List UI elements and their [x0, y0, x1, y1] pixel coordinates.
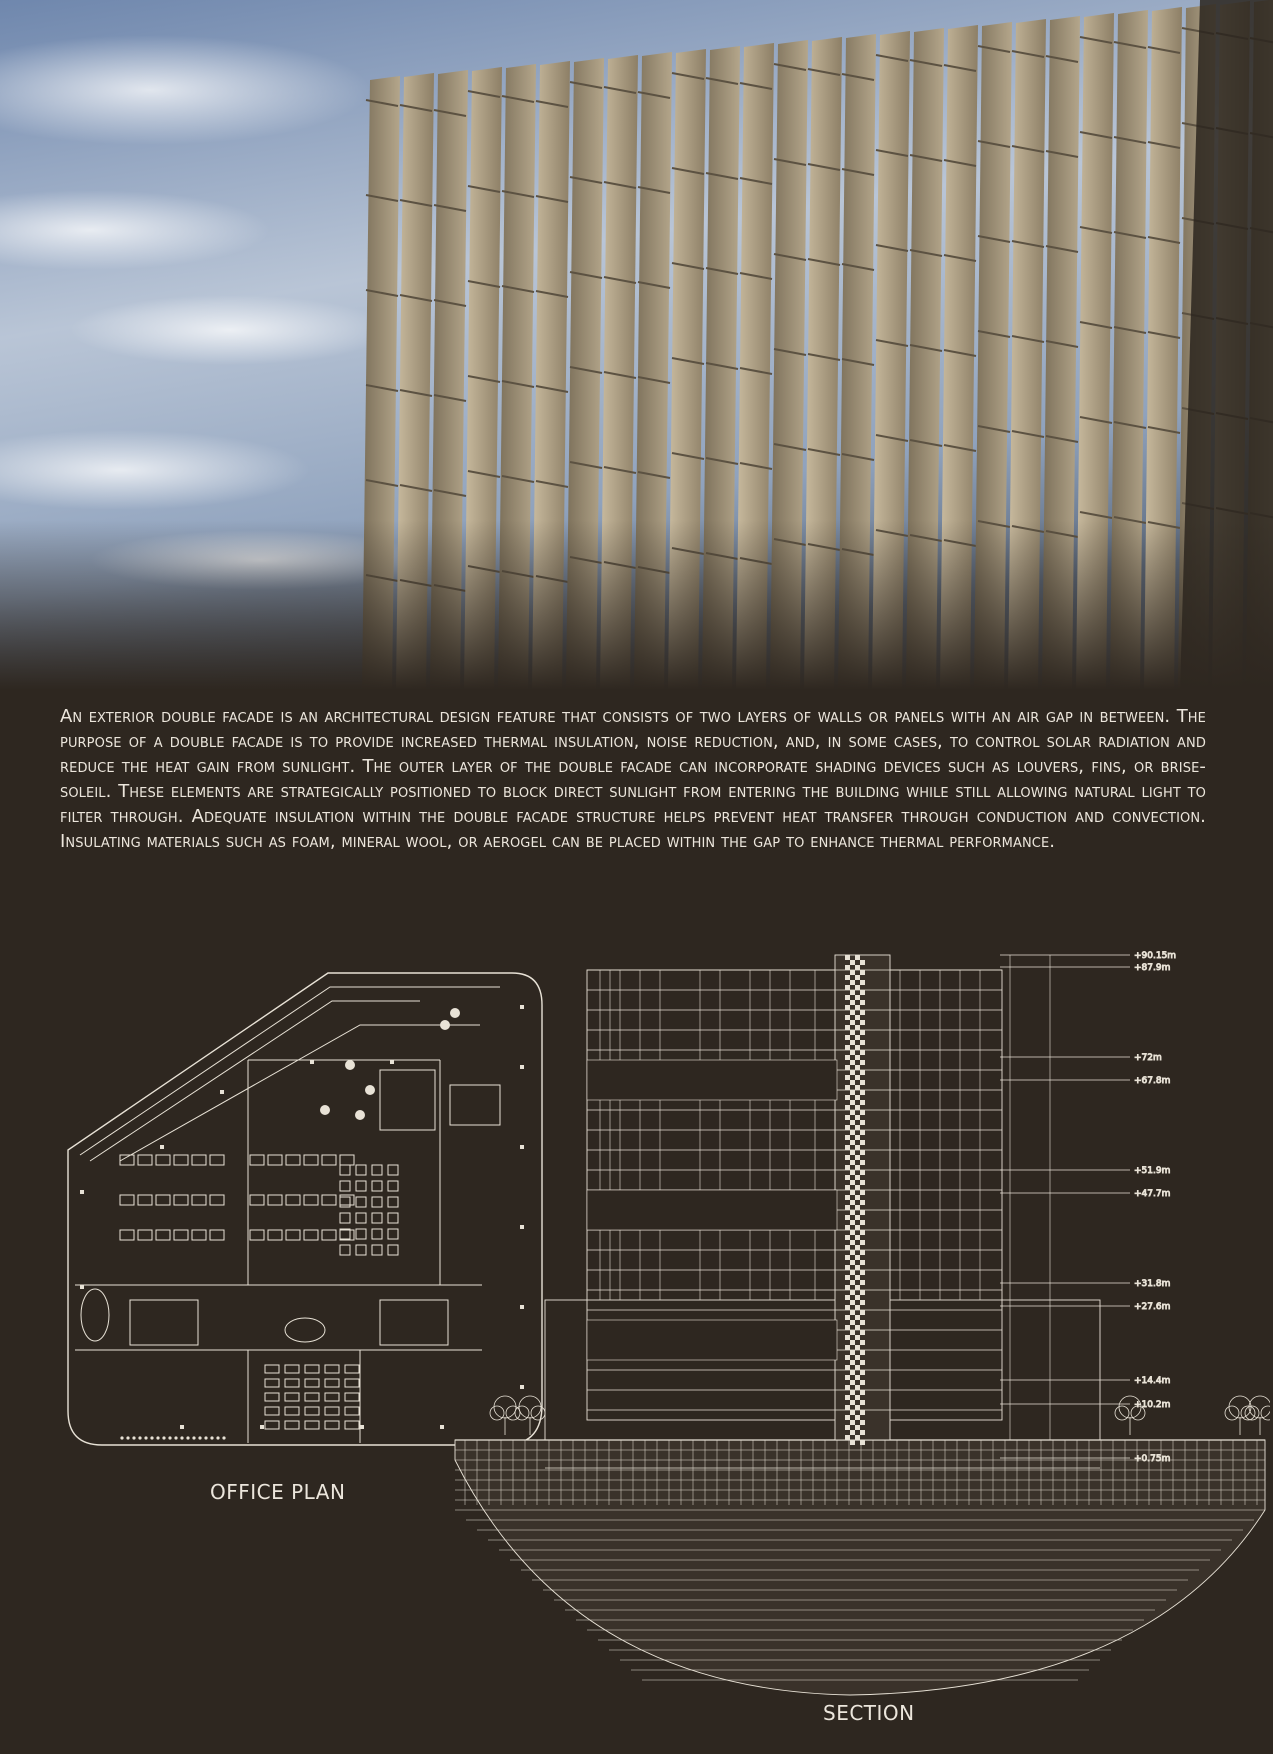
level-label: +10.2m	[1134, 1400, 1171, 1410]
section-drawing	[450, 950, 1270, 1710]
level-label: +51.9m	[1134, 1166, 1171, 1176]
level-label: +27.6m	[1134, 1302, 1171, 1312]
level-label: +87.9m	[1134, 963, 1171, 973]
description-paragraph: An exterior double facade is an architectural design feature that consists of two layers of walls or panels with an air gap in between. The purpose of a double facade is to provide increased thermal insulation, noise reduction, and, in some cases, to control solar radiation and reduce the heat gain from sunlight. The outer layer of the double facade can incorporate shading devices such as louvers, fins, or brise-soleil. These elements are strategically positioned to block direct sunlight from entering the building while still allowing natural light to filter through. Adequate insulation within the double facade structure helps prevent heat transfer through conduction and convection. Insulating materials such as foam, mineral wool, or aerogel can be placed within the gap to enhance thermal performance.	[60, 706, 1206, 852]
level-label: +47.7m	[1134, 1189, 1171, 1199]
level-label: +14.4m	[1134, 1376, 1171, 1386]
level-label: +72m	[1134, 1053, 1162, 1063]
level-label: +90.15m	[1134, 951, 1177, 961]
office-plan-caption: OFFICE PLAN	[210, 1480, 346, 1504]
level-label: +67.8m	[1134, 1076, 1171, 1086]
facade-photo	[0, 0, 1273, 690]
level-label: +31.8m	[1134, 1279, 1171, 1289]
section-caption: SECTION	[823, 1701, 915, 1725]
level-label: +0.75m	[1134, 1454, 1171, 1464]
